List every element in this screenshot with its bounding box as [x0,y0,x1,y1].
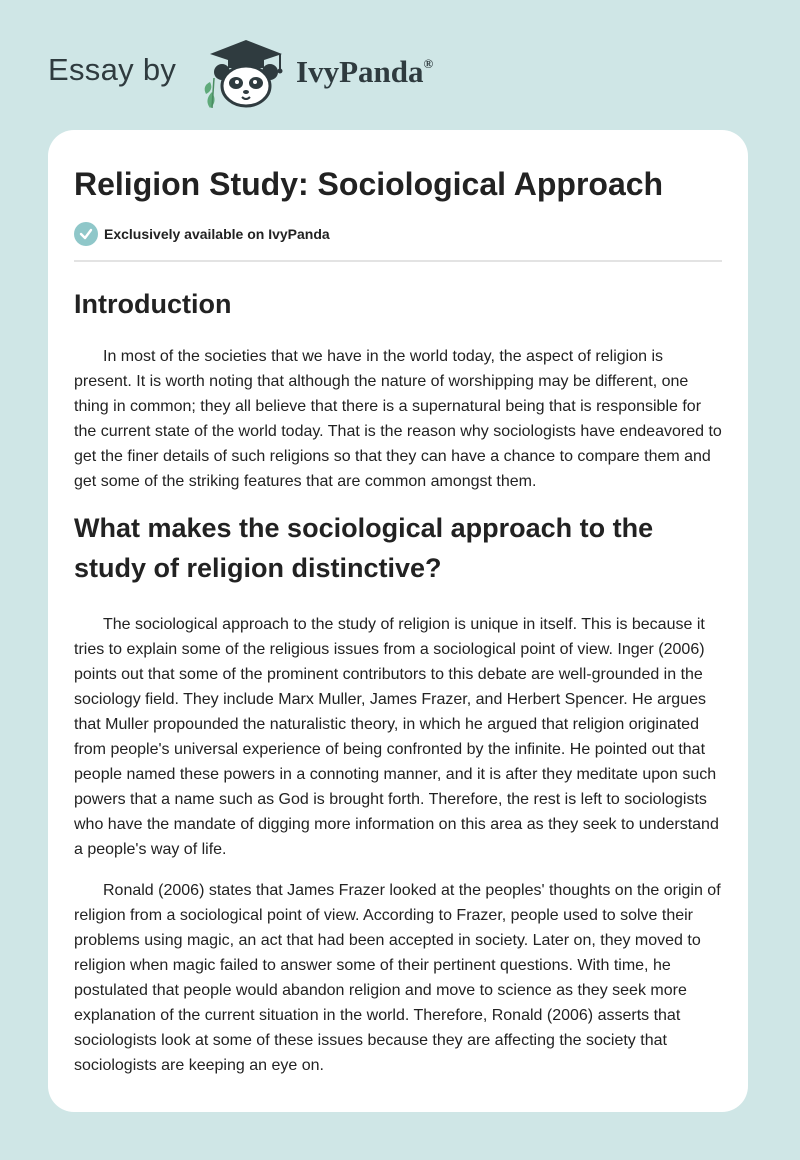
paragraph: The sociological approach to the study of religion is unique in itself. This is because it tries to explain some of the religious issues from a sociological point of view. Inger (2006) points out that some of the prominent contributors to this debate are well-grounded in the sociology field. They include Marx Muller, James Frazer, and Herbert Spencer. He argues that Muller propounded the naturalistic theory, in which he argued that religion originated from people's universal experience of being confronted by the infinite. He pointed out that people named these powers in a connoting manner, and it is after they meditate upon such powers that a name such as God is brought forth. Therefore, the rest is left to sociologists who have the mandate of digging more information on this area as they seek to understand a people's way of life. [74,616,719,858]
page-title: Religion Study: Sociological Approach [74,166,664,202]
paragraph: Ronald (2006) states that James Frazer looked at the peoples' thoughts on the origin of religion from a sociological point of view. According to Frazer, people used to solve their problems using magic, an act that had been accepted in society. Later on, they moved to religion when magic failed to answer some of their pertinent questions. With time, he postulated that people would abandon religion and move to science as they seek more explanation of the current situation in the world. Therefore, Ronald (2006) asserts that sociologists look at some of these issues because they are affecting the society that sociologists are keeping an eye on. [74,882,721,1074]
divider [74,260,722,262]
section-heading: What makes the sociological approach to the study of religion distinctive? [74,513,654,583]
exclusive-badge-label: Exclusively available on IvyPanda [104,226,330,242]
ivypanda-wordmark[interactable]: IvyPanda® [296,54,434,89]
ivypanda-logo-icon[interactable] [198,34,294,110]
site-header [0,0,800,130]
check-circle-icon [74,222,98,246]
exclusive-badge [74,222,722,246]
essay-by-label: Essay by [48,52,177,87]
section-heading: Introduction [74,289,232,319]
essay-card [48,130,748,1112]
paragraph: In most of the societies that we have in the world today, the aspect of religion is present. It is worth noting that although the nature of worshipping may be different, one thing in common; they all believe that there is a supernatural being that is responsible for the current state of the world today. That is the reason why sociologists have endeavored to get the finer details of such religions so that they can have a chance to compare them and get some of the striking features that are common amongst them. [74,348,722,490]
